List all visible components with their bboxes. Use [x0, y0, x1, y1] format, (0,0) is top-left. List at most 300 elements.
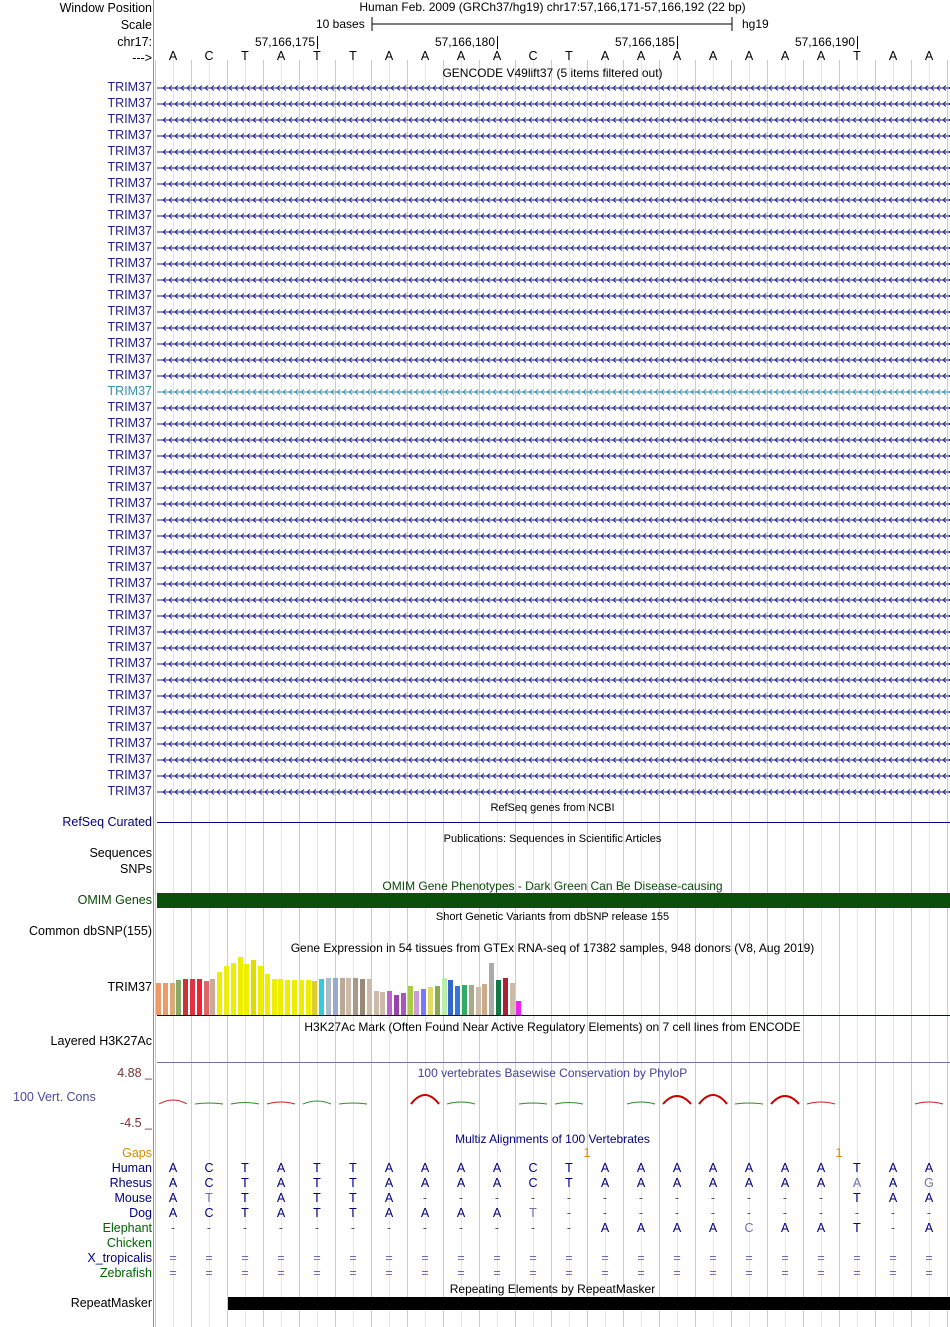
gtex-tissue-bar[interactable]	[312, 981, 317, 1015]
gencode-gene-label[interactable]: TRIM37	[107, 672, 152, 686]
alignment-base: T	[349, 1206, 357, 1220]
phylop-peak	[411, 1095, 439, 1104]
alignment-base: C	[204, 1176, 214, 1190]
gtex-tissue-bar[interactable]	[346, 978, 351, 1015]
gtex-tissue-bar[interactable]	[442, 978, 447, 1015]
dna-base: A	[384, 49, 394, 63]
alignment-base: -	[746, 1191, 752, 1205]
gencode-gene-label[interactable]: TRIM37	[107, 176, 152, 190]
gencode-gene-label[interactable]: TRIM37	[107, 784, 152, 798]
phylop-peak	[771, 1096, 799, 1104]
gencode-gene-label[interactable]: TRIM37	[107, 144, 152, 158]
gencode-transcript	[157, 486, 950, 491]
alignment-base: A	[600, 1161, 610, 1175]
gencode-gene-label[interactable]: TRIM37	[107, 112, 152, 126]
alignment-base: =	[745, 1266, 753, 1280]
alignment-base: -	[710, 1206, 716, 1220]
alignment-base: =	[745, 1251, 753, 1265]
alignment-base: T	[313, 1176, 321, 1190]
gtex-tissue-bar[interactable]	[421, 989, 426, 1015]
gencode-transcript	[157, 198, 950, 203]
gtex-tissue-bar[interactable]	[462, 985, 467, 1015]
window-position-label: Window Position	[59, 1, 152, 15]
gtex-tissue-bar[interactable]	[503, 978, 508, 1015]
scale-label: Scale	[120, 18, 152, 32]
alignment-base: =	[349, 1266, 357, 1280]
dna-base: A	[924, 49, 934, 63]
gtex-tissue-bar[interactable]	[204, 981, 209, 1015]
phylop-peak	[915, 1102, 943, 1104]
alignment-base: T	[205, 1191, 213, 1205]
gencode-gene-models[interactable]	[155, 80, 950, 800]
phylop-peak	[807, 1102, 835, 1104]
gencode-transcript	[157, 678, 950, 683]
gencode-transcript	[157, 598, 950, 603]
alignment-base: A	[384, 1191, 394, 1205]
pub-snps-label[interactable]: SNPs	[120, 862, 152, 876]
alignment-base: =	[817, 1266, 825, 1280]
alignment-base: A	[600, 1221, 610, 1235]
species-label[interactable]: Chicken	[106, 1236, 152, 1250]
alignment-base: A	[744, 1176, 754, 1190]
alignment-base: -	[602, 1206, 608, 1220]
gtex-tissue-bar[interactable]	[306, 980, 311, 1015]
gtex-tissue-bar[interactable]	[448, 980, 453, 1015]
alignment-base: A	[384, 1176, 394, 1190]
gtex-tissue-bar[interactable]	[176, 980, 181, 1015]
gtex-tissue-bar[interactable]	[496, 980, 501, 1015]
gtex-track-label[interactable]: TRIM37	[107, 980, 152, 994]
alignment-base: -	[926, 1206, 932, 1220]
gencode-transcript	[157, 310, 950, 315]
gencode-transcript	[157, 278, 950, 283]
h3k27ac-baseline	[157, 1062, 950, 1063]
gencode-transcript	[157, 374, 950, 379]
alignment-base: T	[853, 1221, 861, 1235]
alignment-base: A	[780, 1176, 790, 1190]
phylop-peak	[663, 1096, 691, 1104]
phylop-peak	[627, 1102, 655, 1104]
scale-bar	[370, 16, 735, 32]
gencode-gene-label[interactable]: TRIM37	[107, 544, 152, 558]
gencode-gene-label[interactable]: TRIM37	[107, 288, 152, 302]
gtex-tissue-bar[interactable]	[156, 983, 161, 1015]
repeatmasker-element-bar[interactable]	[228, 1297, 950, 1310]
alignment-base: T	[853, 1161, 861, 1175]
alignment-base: T	[565, 1176, 573, 1190]
alignment-base: T	[313, 1161, 321, 1175]
alignment-base: T	[241, 1161, 249, 1175]
alignment-base: =	[205, 1266, 213, 1280]
alignment-base: =	[637, 1251, 645, 1265]
gencode-gene-label[interactable]: TRIM37	[107, 688, 152, 702]
gencode-gene-label[interactable]: TRIM37	[107, 768, 152, 782]
refseq-gene-line[interactable]	[157, 822, 950, 823]
gencode-gene-label[interactable]: TRIM37	[107, 752, 152, 766]
alignment-base: T	[529, 1206, 537, 1220]
refseq-track-label[interactable]: RefSeq Curated	[62, 815, 152, 829]
alignment-base: -	[602, 1191, 608, 1205]
alignment-base: T	[313, 1206, 321, 1220]
gencode-gene-label[interactable]: TRIM37	[107, 240, 152, 254]
gtex-tissue-bar[interactable]	[353, 978, 358, 1015]
gencode-transcript	[157, 230, 950, 235]
alignment-base: A	[888, 1161, 898, 1175]
gtex-tissue-bar[interactable]	[238, 957, 243, 1015]
gtex-tissue-bar[interactable]	[482, 984, 487, 1015]
alignment-base: -	[494, 1221, 500, 1235]
gencode-transcript	[157, 630, 950, 635]
alignment-base: C	[528, 1176, 538, 1190]
dna-base: A	[888, 49, 898, 63]
gtex-tissue-bar[interactable]	[292, 980, 297, 1015]
alignment-base: =	[205, 1251, 213, 1265]
gencode-gene-label[interactable]: TRIM37	[107, 592, 152, 606]
phylop-track-title: 100 vertebrates Basewise Conservation by PhyloP	[417, 1066, 688, 1080]
gtex-tissue-bar[interactable]	[272, 979, 277, 1015]
gencode-transcript	[157, 790, 950, 795]
gencode-gene-label[interactable]: TRIM37	[107, 720, 152, 734]
alignment-base: =	[277, 1251, 285, 1265]
gencode-transcript	[157, 742, 950, 747]
alignment-base: -	[566, 1191, 572, 1205]
gtex-tissue-bar[interactable]	[408, 986, 413, 1015]
alignment-base: =	[385, 1266, 393, 1280]
alignment-base: T	[241, 1206, 249, 1220]
gtex-tissue-bar[interactable]	[265, 974, 270, 1015]
alignment-base: A	[168, 1206, 178, 1220]
gtex-tissue-bar[interactable]	[360, 979, 365, 1015]
alignment-base: =	[925, 1266, 933, 1280]
alignment-base: =	[853, 1266, 861, 1280]
alignment-base: A	[492, 1161, 502, 1175]
alignment-base: T	[349, 1161, 357, 1175]
alignment-base: C	[528, 1161, 538, 1175]
alignment-base: C	[204, 1206, 214, 1220]
dna-base: A	[168, 49, 178, 63]
alignment-base: A	[816, 1176, 826, 1190]
gencode-gene-label[interactable]: TRIM37	[107, 128, 152, 142]
alignment-base: -	[890, 1221, 896, 1235]
alignment-base: -	[530, 1191, 536, 1205]
alignment-base: -	[530, 1221, 536, 1235]
alignment-base: -	[854, 1206, 860, 1220]
alignment-base: =	[601, 1266, 609, 1280]
gtex-tissue-bar[interactable]	[340, 978, 345, 1015]
alignment-base: =	[385, 1251, 393, 1265]
alignment-base: T	[241, 1176, 249, 1190]
gencode-gene-label[interactable]: TRIM37	[107, 480, 152, 494]
alignment-base: A	[420, 1206, 430, 1220]
gencode-transcript	[157, 150, 950, 155]
phylop-peak	[303, 1101, 331, 1104]
gencode-gene-label[interactable]: TRIM37	[107, 496, 152, 510]
alignment-base: T	[349, 1191, 357, 1205]
gtex-tissue-bar[interactable]	[510, 983, 515, 1015]
alignment-base: -	[782, 1206, 788, 1220]
gtex-tissue-bar[interactable]	[210, 979, 215, 1015]
label-column-border	[153, 0, 154, 1327]
gencode-transcript	[157, 422, 950, 427]
gtex-tissue-bar[interactable]	[244, 964, 249, 1015]
repeatmasker-track-label[interactable]: RepeatMasker	[70, 1296, 152, 1310]
alignment-base: =	[421, 1266, 429, 1280]
dna-base: A	[744, 49, 754, 63]
gencode-gene-label[interactable]: TRIM37	[107, 256, 152, 270]
gencode-transcript	[157, 166, 950, 171]
alignment-base: A	[672, 1221, 682, 1235]
gtex-tissue-bar[interactable]	[217, 972, 222, 1016]
alignment-base: A	[924, 1221, 934, 1235]
gencode-gene-label[interactable]: TRIM37	[107, 368, 152, 382]
species-label[interactable]: Rhesus	[109, 1176, 152, 1190]
alignment-base: =	[889, 1251, 897, 1265]
alignment-base: C	[204, 1161, 214, 1175]
ruler-tick-mark	[497, 36, 498, 49]
gencode-gene-label[interactable]: TRIM37	[107, 320, 152, 334]
alignment-base: A	[708, 1161, 718, 1175]
pub-sequences-label[interactable]: Sequences	[89, 846, 152, 860]
alignment-base: -	[566, 1206, 572, 1220]
alignment-base: -	[458, 1191, 464, 1205]
gencode-gene-label[interactable]: TRIM37	[107, 192, 152, 206]
gtex-tissue-bar[interactable]	[326, 978, 331, 1015]
gencode-transcript	[157, 438, 950, 443]
species-label[interactable]: Dog	[129, 1206, 152, 1220]
gtex-tissue-bar[interactable]	[435, 986, 440, 1015]
gtex-tissue-bar[interactable]	[285, 980, 290, 1015]
gencode-gene-label[interactable]: TRIM37	[107, 272, 152, 286]
multiz-track-title: Multiz Alignments of 100 Vertebrates	[455, 1132, 650, 1146]
alignment-base: -	[422, 1221, 428, 1235]
gencode-gene-label[interactable]: TRIM37	[107, 352, 152, 366]
omim-track-label[interactable]: OMIM Genes	[77, 893, 152, 907]
alignment-base: -	[674, 1206, 680, 1220]
gencode-transcript	[157, 566, 950, 571]
gencode-gene-label[interactable]: TRIM37	[107, 736, 152, 750]
alignment-base: =	[853, 1251, 861, 1265]
gtex-tissue-bar[interactable]	[231, 963, 236, 1015]
alignment-base: T	[241, 1191, 249, 1205]
gencode-track-title: GENCODE V49lift37 (5 items filtered out)	[442, 66, 663, 80]
gtex-tissue-bar[interactable]	[414, 991, 419, 1015]
gencode-transcript	[157, 246, 950, 251]
alignment-base: =	[241, 1251, 249, 1265]
alignment-base: A	[636, 1221, 646, 1235]
gencode-gene-label[interactable]: TRIM37	[107, 576, 152, 590]
phylop-peak	[447, 1102, 475, 1104]
gencode-gene-label[interactable]: TRIM37	[107, 560, 152, 574]
alignment-base: =	[781, 1266, 789, 1280]
gencode-gene-label[interactable]: TRIM37	[107, 416, 152, 430]
gtex-tissue-bar[interactable]	[224, 966, 229, 1015]
alignment-base: -	[278, 1221, 284, 1235]
gencode-transcript	[157, 614, 950, 619]
gencode-transcript	[157, 502, 950, 507]
refseq-track-title: RefSeq genes from NCBI	[490, 802, 615, 814]
alignment-base: A	[924, 1191, 934, 1205]
gencode-gene-label[interactable]: TRIM37	[107, 432, 152, 446]
alignment-base: A	[780, 1221, 790, 1235]
gtex-tissue-bar[interactable]	[380, 992, 385, 1015]
omim-gene-bar[interactable]	[157, 893, 950, 908]
gencode-gene-label[interactable]: TRIM37	[107, 656, 152, 670]
alignment-base: -	[422, 1191, 428, 1205]
gencode-gene-label[interactable]: TRIM37	[107, 448, 152, 462]
gtex-tissue-bar[interactable]	[401, 993, 406, 1015]
alignment-base: A	[672, 1161, 682, 1175]
gtex-tissue-bar[interactable]	[455, 986, 460, 1015]
alignment-base: -	[494, 1191, 500, 1205]
alignment-base: =	[349, 1251, 357, 1265]
gtex-tissue-bar[interactable]	[387, 991, 392, 1015]
alignment-base: =	[493, 1266, 501, 1280]
species-label[interactable]: Zebrafish	[99, 1266, 152, 1280]
gencode-gene-label[interactable]: TRIM37	[107, 208, 152, 222]
gtex-tissue-bar[interactable]	[190, 979, 195, 1015]
alignment-base: C	[744, 1221, 754, 1235]
alignment-base: A	[168, 1161, 178, 1175]
alignment-base: =	[709, 1251, 717, 1265]
species-label[interactable]: Human	[111, 1161, 152, 1175]
alignment-base: -	[638, 1206, 644, 1220]
alignment-base: =	[421, 1251, 429, 1265]
gencode-gene-label[interactable]: TRIM37	[107, 608, 152, 622]
dna-base: C	[528, 49, 538, 63]
alignment-base: A	[708, 1221, 718, 1235]
gtex-bar-chart[interactable]	[155, 955, 950, 1015]
h3k27ac-track-label[interactable]: Layered H3K27Ac	[50, 1034, 152, 1048]
species-label[interactable]: Elephant	[102, 1221, 152, 1235]
alignment-base: T	[565, 1161, 573, 1175]
alignment-base: A	[888, 1176, 898, 1190]
gtex-tissue-bar[interactable]	[299, 980, 304, 1015]
gtex-tissue-bar[interactable]	[367, 979, 372, 1015]
alignment-base: A	[492, 1206, 502, 1220]
alignment-base: -	[818, 1206, 824, 1220]
alignment-base: A	[492, 1176, 502, 1190]
gencode-gene-label[interactable]: TRIM37	[107, 640, 152, 654]
dna-base: A	[636, 49, 646, 63]
ruler-tick-label: 57,166,180	[434, 35, 495, 49]
alignment-base: -	[206, 1221, 212, 1235]
gencode-transcript	[157, 454, 950, 459]
alignment-base: A	[456, 1206, 466, 1220]
gtex-tissue-bar[interactable]	[163, 983, 168, 1015]
omim-track-title: OMIM Gene Phenotypes - Dark Green Can Be Disease-causing	[382, 879, 723, 893]
dna-base: T	[565, 49, 573, 63]
gtex-tissue-bar[interactable]	[489, 963, 494, 1015]
gtex-tissue-bar[interactable]	[319, 979, 324, 1015]
gencode-gene-label[interactable]: TRIM37	[107, 224, 152, 238]
gencode-gene-label[interactable]: TRIM37	[107, 336, 152, 350]
ruler-tick-mark	[677, 36, 678, 49]
alignment-base: =	[457, 1266, 465, 1280]
dna-base: A	[456, 49, 466, 63]
dna-base: T	[349, 49, 357, 63]
alignment-base: =	[493, 1251, 501, 1265]
alignment-base: A	[636, 1176, 646, 1190]
gencode-gene-label[interactable]: TRIM37	[107, 96, 152, 110]
gencode-gene-label[interactable]: TRIM37	[107, 512, 152, 526]
species-label[interactable]: X_tropicalis	[87, 1251, 152, 1265]
gtex-tissue-bar[interactable]	[428, 987, 433, 1015]
alignment-base: -	[746, 1206, 752, 1220]
gtex-tissue-bar[interactable]	[476, 987, 481, 1015]
phylop-track-label[interactable]: 100 Vert. Cons	[13, 1090, 96, 1104]
alignment-base: -	[350, 1221, 356, 1235]
gencode-gene-label[interactable]: TRIM37	[107, 464, 152, 478]
phylop-peak	[699, 1095, 727, 1104]
phylop-plot[interactable]	[155, 1086, 950, 1126]
alignment-base: =	[889, 1266, 897, 1280]
alignment-base: =	[241, 1266, 249, 1280]
phylop-peak	[339, 1103, 367, 1104]
dbsnp-track-label[interactable]: Common dbSNP(155)	[29, 924, 152, 938]
alignment-base: -	[170, 1221, 176, 1235]
phylop-peak	[195, 1103, 223, 1104]
gtex-tissue-bar[interactable]	[258, 966, 263, 1015]
gencode-gene-label[interactable]: TRIM37	[107, 80, 152, 94]
gtex-tissue-bar[interactable]	[183, 979, 188, 1015]
alignment-base: =	[673, 1251, 681, 1265]
gencode-gene-label[interactable]: TRIM37	[107, 624, 152, 638]
gtex-tissue-bar[interactable]	[333, 978, 338, 1015]
gencode-gene-label[interactable]: TRIM37	[107, 160, 152, 174]
ruler-tick-mark	[317, 36, 318, 49]
dna-base: A	[672, 49, 682, 63]
phylop-peak	[159, 1100, 187, 1104]
gencode-gene-label[interactable]: TRIM37	[107, 304, 152, 318]
phylop-max-label: 4.88 _	[117, 1066, 152, 1080]
position-title: Human Feb. 2009 (GRCh37/hg19) chr17:57,166,171-57,166,192 (22 bp)	[359, 0, 746, 14]
gtex-tissue-bar[interactable]	[278, 979, 283, 1015]
track-data-area[interactable]	[155, 0, 950, 1327]
gencode-transcript	[157, 662, 950, 667]
alignment-base: A	[744, 1161, 754, 1175]
gtex-tissue-bar[interactable]	[170, 983, 175, 1015]
gtex-tissue-bar[interactable]	[251, 960, 256, 1015]
alignment-base: A	[456, 1176, 466, 1190]
gencode-transcript	[157, 358, 950, 363]
dna-base: T	[853, 49, 861, 63]
gtex-tissue-bar[interactable]	[394, 995, 399, 1015]
gtex-tissue-bar[interactable]	[469, 985, 474, 1015]
gtex-tissue-bar[interactable]	[374, 991, 379, 1015]
gtex-tissue-bar[interactable]	[516, 1001, 521, 1016]
gencode-gene-label[interactable]: TRIM37	[107, 704, 152, 718]
assembly-label: hg19	[742, 17, 769, 31]
species-label[interactable]: Mouse	[114, 1191, 152, 1205]
gencode-gene-label[interactable]: TRIM37	[107, 400, 152, 414]
dna-base: A	[708, 49, 718, 63]
dna-base: T	[313, 49, 321, 63]
gencode-transcript	[157, 118, 950, 123]
alignment-base: =	[673, 1266, 681, 1280]
gtex-track-title: Gene Expression in 54 tissues from GTEx RNA-seq of 17382 samples, 948 donors (V8, Aug 2019)	[290, 941, 815, 955]
alignment-base: T	[313, 1191, 321, 1205]
gtex-tissue-bar[interactable]	[197, 979, 202, 1015]
gencode-transcript	[157, 470, 950, 475]
alignment-base: A	[924, 1161, 934, 1175]
gencode-transcript	[157, 534, 950, 539]
alignment-base: A	[420, 1161, 430, 1175]
alignment-base: =	[565, 1266, 573, 1280]
ruler-tick-mark	[857, 36, 858, 49]
gencode-gene-label[interactable]: TRIM37	[107, 528, 152, 542]
gencode-gene-label[interactable]: TRIM37	[107, 384, 152, 398]
strand-label: --->	[132, 51, 152, 65]
